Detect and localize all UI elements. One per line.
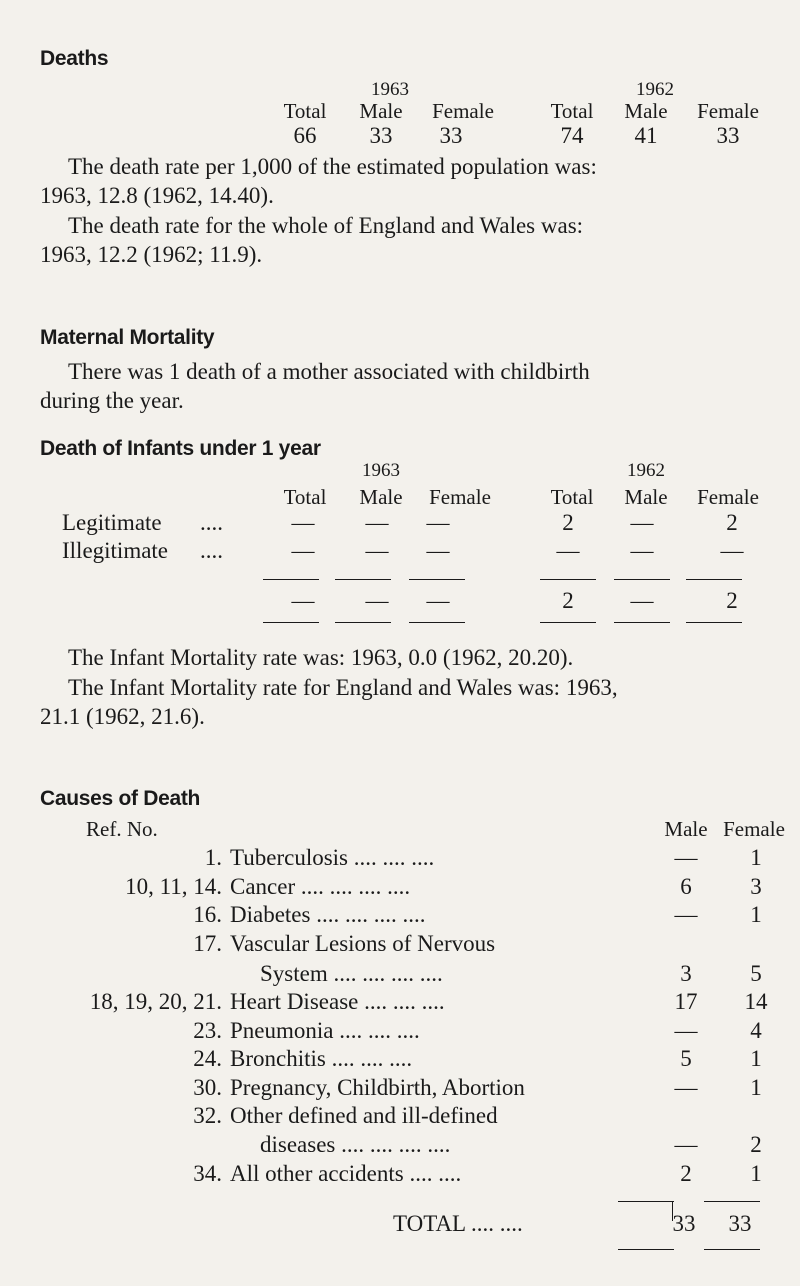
legit-male-1962: — [630,510,654,535]
cause-male: — [674,902,698,927]
illegit-total-1962: — [556,538,580,563]
infant-total-male-1962: — [630,588,654,613]
row-label-legitimate: Legitimate [62,510,162,535]
cause-label: Tuberculosis .... .... .... [230,845,435,870]
death-rate-line-2: 1963, 12.8 (1962, 14.40). [40,183,274,208]
table-rule [686,579,742,580]
cause-label: Bronchitis .... .... .... [230,1046,413,1071]
illegit-male-1962: — [630,538,654,563]
causes-heading: Causes of Death [40,787,201,810]
infant-rate-line: The Infant Mortality rate was: 1963, 0.0 (1962, 20.20). [68,645,574,670]
death-rate-line-1: The death rate per 1,000 of the estimated population was: [68,154,597,179]
cause-male: 6 [680,874,692,899]
causes-total-female: 33 [728,1211,752,1236]
national-rate-line-1: The death rate for the whole of England and Wales was: [68,213,584,238]
causes-total-label: TOTAL .... .... [393,1211,523,1236]
cause-female: 1 [750,1046,762,1071]
cause-male: 3 [680,961,692,986]
cause-ref: 1. [204,845,222,870]
maternal-line-2: during the year. [40,388,184,413]
infant-total-total-1963: — [291,588,315,613]
infant-total-male-1963: — [365,588,389,613]
cause-label: Diabetes .... .... .... .... [230,902,426,927]
deaths-col-total-1962: Total [550,99,594,123]
deaths-col-total-1963: Total [283,99,327,123]
legit-female-1963: — [426,510,450,535]
infant-national-line-1: The Infant Mortality rate for England and Wales was: 1963, [68,675,618,700]
cause-ref: 23. [193,1018,222,1043]
illegit-total-1963: — [291,538,315,563]
infants-heading: Death of Infants under 1 year [40,437,321,460]
legit-male-1963: — [365,510,389,535]
infants-col-female-1962: Female [697,485,759,509]
deaths-col-female-1963: Female [432,99,494,123]
causes-total-male: 33 [672,1211,696,1236]
deaths-year-1963: 1963 [371,79,409,100]
cause-male: — [674,1132,698,1157]
cause-female: 1 [750,902,762,927]
cause-ref: 32. [193,1103,222,1128]
table-rule [540,579,596,580]
cause-label: Pneumonia .... .... .... [230,1018,420,1043]
cause-ref: 10, 11, 14. [125,874,222,899]
cause-male: — [674,1018,698,1043]
infant-national-line-2: 21.1 (1962, 21.6). [40,704,205,729]
deaths-col-male-1962: Male [624,99,668,123]
cause-label: Cancer .... .... .... .... [230,874,411,899]
cause-label-cont: System .... .... .... .... [260,961,443,986]
maternal-heading: Maternal Mortality [40,326,215,349]
deaths-female-1963: 33 [439,123,463,148]
cause-female: 14 [744,989,768,1014]
row-label-illegitimate: Illegitimate [62,538,169,563]
deaths-year-1962: 1962 [636,79,674,100]
table-rule [614,622,670,623]
total-rule [618,1201,674,1202]
maternal-line-1: There was 1 death of a mother associated with childbirth [68,359,590,384]
deaths-total-1962: 74 [560,123,584,148]
cause-female: 3 [750,874,762,899]
row-dots: .... [200,538,223,563]
table-rule [686,622,742,623]
cause-female: 4 [750,1018,762,1043]
legit-female-1962: 2 [726,510,738,535]
causes-col-ref: Ref. No. [86,817,158,841]
infants-col-male-1963: Male [359,485,403,509]
cause-label: Pregnancy, Childbirth, Abortion [230,1075,525,1100]
legit-total-1963: — [291,510,315,535]
cause-female: 5 [750,961,762,986]
infants-col-total-1962: Total [550,485,594,509]
table-rule [263,622,319,623]
deaths-female-1962: 33 [716,123,740,148]
cause-label: All other accidents .... .... [230,1161,462,1186]
cause-ref: 17. [193,931,222,956]
infants-col-male-1962: Male [624,485,668,509]
cause-female: 1 [750,845,762,870]
cause-ref: 16. [193,902,222,927]
illegit-female-1962: — [720,538,744,563]
total-rule [704,1201,760,1202]
cause-ref: 24. [193,1046,222,1071]
illegit-female-1963: — [426,538,450,563]
cause-male: — [674,1075,698,1100]
infants-year-1963: 1963 [362,460,400,481]
legit-total-1962: 2 [562,510,574,535]
infants-year-1962: 1962 [627,460,665,481]
table-rule [263,579,319,580]
deaths-heading: Deaths [40,47,109,70]
cause-male: 5 [680,1046,692,1071]
national-rate-line-2: 1963, 12.2 (1962; 11.9). [40,242,263,267]
deaths-male-1962: 41 [634,123,658,148]
cause-male: 17 [674,989,698,1014]
infants-col-female-1963: Female [429,485,491,509]
cause-ref: 18, 19, 20, 21. [89,989,222,1014]
illegit-male-1963: — [365,538,389,563]
cause-female: 2 [750,1132,762,1157]
table-rule [335,622,391,623]
infants-col-total-1963: Total [283,485,327,509]
causes-col-male: Male [664,817,708,841]
causes-col-female: Female [723,817,785,841]
cause-label: Vascular Lesions of Nervous [230,931,496,956]
infant-total-female-1963: — [426,588,450,613]
table-rule [540,622,596,623]
infant-total-female-1962: 2 [726,588,738,613]
table-rule [409,579,465,580]
table-rule [614,579,670,580]
cause-female: 1 [750,1161,762,1186]
deaths-col-female-1962: Female [697,99,759,123]
cause-male: 2 [680,1161,692,1186]
table-rule [409,622,465,623]
cause-ref: 34. [193,1161,222,1186]
row-dots: .... [200,510,223,535]
cause-label: Other defined and ill-defined [230,1103,498,1128]
cause-label: Heart Disease .... .... .... [230,989,445,1014]
total-rule [704,1249,760,1250]
cause-label-cont: diseases .... .... .... .... [260,1132,451,1157]
deaths-col-male-1963: Male [359,99,403,123]
cause-female: 1 [750,1075,762,1100]
deaths-total-1963: 66 [293,123,317,148]
total-rule [618,1249,674,1250]
table-rule [335,579,391,580]
cause-ref: 30. [193,1075,222,1100]
cause-male: — [674,845,698,870]
infant-total-total-1962: 2 [562,588,574,613]
deaths-male-1963: 33 [369,123,393,148]
